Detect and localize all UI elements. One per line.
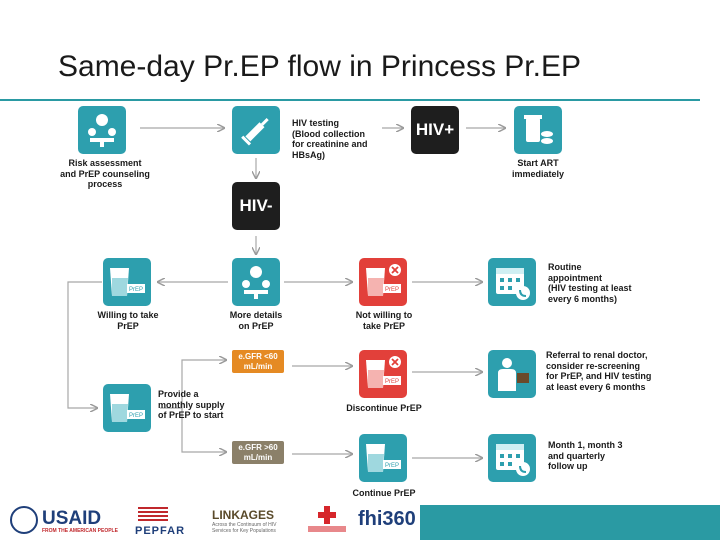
hiv-positive-box: HIV+ [411, 106, 459, 154]
calendar-followup-icon [488, 434, 536, 482]
more-details-icon [232, 258, 280, 306]
hiv-negative-box: HIV- [232, 182, 280, 230]
linkages-logo: LINKAGES [212, 508, 275, 522]
calendar-phone-icon [488, 258, 536, 306]
egfr-low-badge: e.GFR <60 mL/min [232, 350, 284, 373]
page-title: Same-day Pr.EP flow in Princess Pr.EP [58, 50, 581, 83]
discontinue-label: Discontinue PrEP [346, 403, 422, 413]
red-cross-icon [318, 506, 336, 524]
not-willing-label: Not willing to take PrEP [355, 310, 413, 331]
medication-icon [514, 106, 562, 154]
continue-prep-label: Continue PrEP [352, 488, 416, 498]
pepfar-flag [138, 507, 168, 523]
usaid-seal [10, 506, 38, 534]
hiv-testing-label: HIV testing (Blood collection for creatinine and HBsAg) [292, 118, 368, 160]
egfr-high-badge: e.GFR >60 mL/min [232, 441, 284, 464]
prep-willing-icon [103, 258, 151, 306]
prep-tag: PrEP [384, 287, 400, 293]
prep-tag: PrEP [128, 413, 144, 419]
provide-supply-label: Provide a monthly supply of PrEP to start [158, 389, 225, 420]
fhi360-logo: fhi360 [358, 508, 416, 530]
prep-tag: PrEP [384, 463, 400, 469]
more-details-label: More details on PrEP [229, 310, 283, 331]
arrow-willing-to-provide [68, 282, 102, 408]
usaid-tagline: FROM THE AMERICAN PEOPLE [42, 528, 118, 534]
start-art-label: Start ART immediately [511, 158, 565, 179]
followup-label: Month 1, month 3 and quarterly follow up [548, 440, 623, 471]
risk-assessment-label: Risk assessment and PrEP counseling process [60, 158, 150, 189]
routine-appointment-label: Routine appointment (HIV testing at least every 6 months) [548, 262, 632, 304]
not-willing-icon [359, 258, 407, 306]
willing-label: Willing to take PrEP [97, 310, 159, 331]
footer-accent-bar [420, 505, 720, 540]
continue-prep-icon [359, 434, 407, 482]
prep-supply-icon [103, 384, 151, 432]
discontinue-icon [359, 350, 407, 398]
prep-tag: PrEP [128, 287, 144, 293]
usaid-logo: USAID [42, 508, 102, 529]
doctor-referral-icon [488, 350, 536, 398]
red-cross-text-logo [308, 526, 346, 532]
pepfar-logo: PEPFAR [135, 525, 186, 537]
linkages-tagline: Across the Continuum of HIV Services for Key Populations [212, 522, 277, 534]
syringe-icon [232, 106, 280, 154]
counseling-icon [78, 106, 126, 154]
prep-tag: PrEP [384, 379, 400, 385]
referral-label: Referral to renal doctor, consider re-screening for PrEP, and HIV testing at least every 6 months [546, 350, 652, 392]
